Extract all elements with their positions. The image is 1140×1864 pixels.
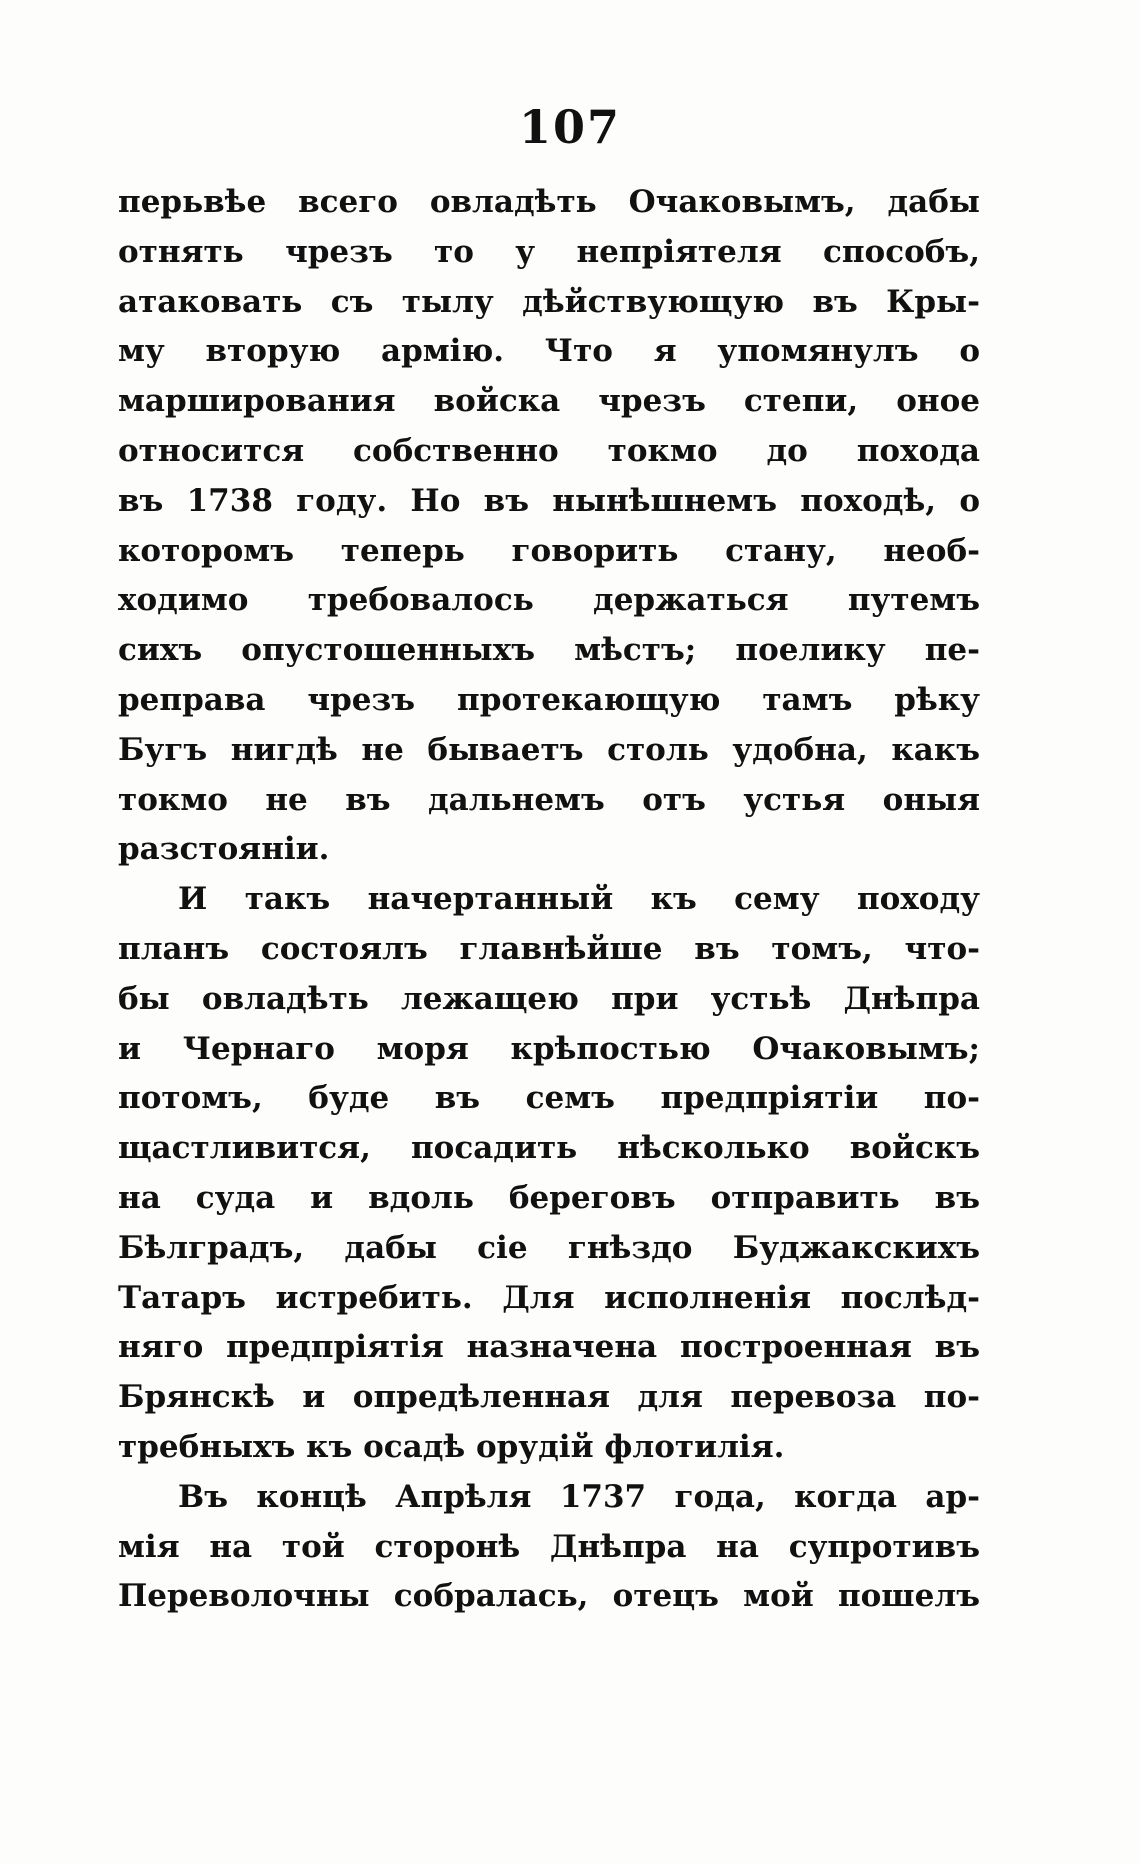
text-line: бы овладѣть лежащею при устьѣ Днѣпра bbox=[118, 980, 980, 1017]
page-number: 107 bbox=[518, 100, 622, 154]
paragraph-1 bbox=[118, 178, 980, 875]
text-line: отнять чрезъ то у непріятеля способъ, bbox=[118, 233, 980, 270]
text-line: Переволочны собралась, отецъ мой пошелъ bbox=[118, 1578, 980, 1615]
text-line: Бѣлградъ, дабы сіе гнѣздо Буджакскихъ bbox=[118, 1229, 980, 1266]
paragraph-2 bbox=[118, 875, 980, 1473]
text-line: которомъ теперь говорить стану, необ- bbox=[118, 532, 980, 569]
text-line: Бугъ нигдѣ не бываетъ столь удобна, какъ bbox=[118, 731, 980, 768]
text-line: относится собственно токмо до похода bbox=[118, 432, 980, 469]
text-line: няго предпріятія назначена построенная въ bbox=[118, 1329, 980, 1366]
text-line: Татаръ истребить. Для исполненія послѣд- bbox=[118, 1279, 980, 1316]
paragraph-3 bbox=[118, 1473, 980, 1622]
text-line: Брянскѣ и опредѣленная для перевоза по- bbox=[118, 1379, 980, 1416]
text-line: атаковать съ тылу дѣйствующую въ Кры- bbox=[118, 283, 980, 320]
text-line: мія на той сторонѣ Днѣпра на супротивъ bbox=[118, 1528, 980, 1565]
text-line: потомъ, буде въ семъ предпріятіи по- bbox=[118, 1080, 980, 1117]
text-line: марширования войска чрезъ степи, оное bbox=[118, 383, 980, 420]
text-line: перьвѣе всего овладѣть Очаковымъ, дабы bbox=[118, 184, 980, 220]
text-line: и Чернаго моря крѣпостью Очаковымъ; bbox=[118, 1030, 980, 1067]
text-line: му вторую армію. Что я упомянулъ о bbox=[118, 333, 980, 370]
text-line: требныхъ къ осадѣ орудій флотилія. bbox=[118, 1428, 785, 1465]
text-line: сихъ опустошенныхъ мѣстъ; поелику пе- bbox=[118, 632, 980, 669]
text-line: на суда и вдоль береговъ отправить въ bbox=[118, 1179, 980, 1216]
text-line: ходимо требовалось держаться путемъ bbox=[118, 582, 980, 619]
text-line: И такъ начертанный къ сему походу bbox=[178, 881, 980, 918]
body-text bbox=[118, 178, 980, 1622]
text-line: планъ состоялъ главнѣйше въ томъ, что- bbox=[118, 930, 980, 967]
text-line: токмо не въ дальнемъ отъ устья оныя bbox=[118, 781, 980, 818]
text-line: щастливится, посадить нѣсколько войскъ bbox=[118, 1130, 980, 1167]
text-line: реправа чрезъ протекающую тамъ рѣку bbox=[118, 681, 980, 718]
text-line: разстояніи. bbox=[118, 831, 330, 868]
text-line: Въ концѣ Апрѣля 1737 года, когда ар- bbox=[178, 1478, 980, 1515]
text-line: въ 1738 году. Но въ нынѣшнемъ походѣ, о bbox=[118, 482, 980, 519]
